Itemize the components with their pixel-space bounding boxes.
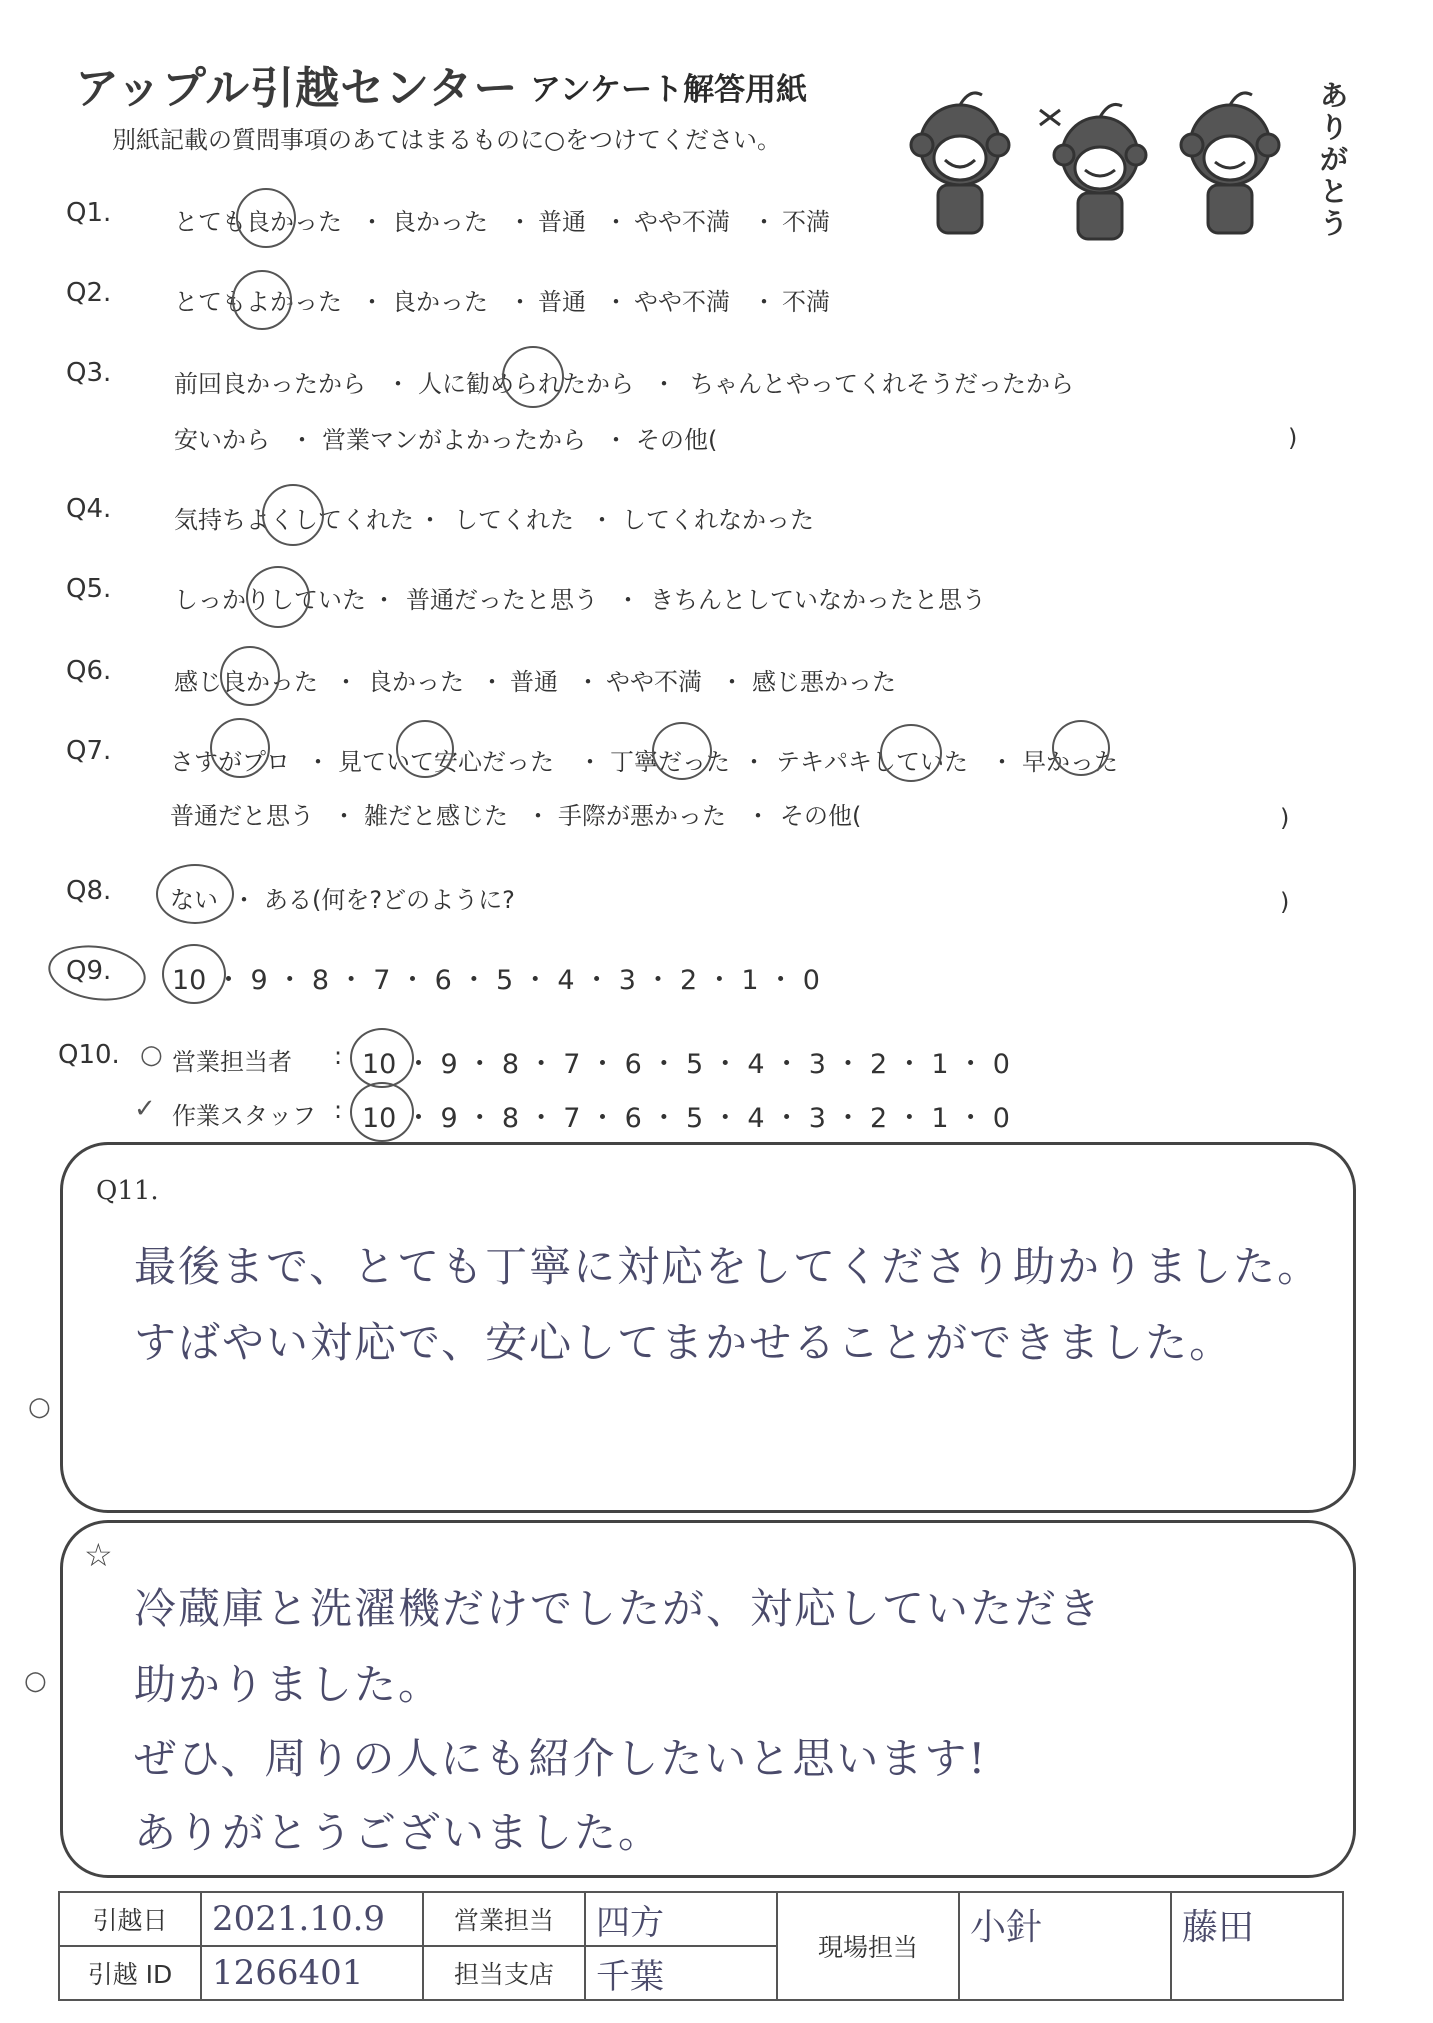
q9-separator: ・ <box>451 965 496 996</box>
q8-option-some[interactable]: ある(何を?どのように? <box>264 886 515 914</box>
q9-separator: ・ <box>513 965 558 996</box>
q9-value-7[interactable]: 7 <box>373 965 391 996</box>
q10-row2-value-6[interactable]: 6 <box>624 1103 642 1134</box>
q2-option-4[interactable]: やや不満 <box>634 288 730 316</box>
q7-option-7[interactable]: 雑だと感じた <box>364 802 508 830</box>
q10-row2-separator: ・ <box>703 1103 748 1134</box>
q10-row1-separator: ・ <box>580 1049 625 1080</box>
star-icon: ☆ <box>84 1536 113 1574</box>
q10-row2-value-4[interactable]: 4 <box>747 1103 765 1134</box>
q7-option-2[interactable]: 見ていて安心だった <box>338 748 554 776</box>
q9-value-9[interactable]: 9 <box>250 965 268 996</box>
q10-row1-value-8[interactable]: 8 <box>501 1049 520 1080</box>
q8-answer-circle <box>156 864 234 924</box>
q4-option-1[interactable]: 気持ちよくしてくれた <box>174 506 414 534</box>
q10-row2-value-3[interactable]: 3 <box>808 1103 826 1134</box>
q7-label: Q7. <box>66 736 112 766</box>
thanks-vertical-text: ありがとう <box>1320 79 1349 240</box>
field-staff-label: 現場担当 <box>777 1892 959 2000</box>
q10-row2-separator: ・ <box>519 1103 564 1134</box>
q7-circle-2 <box>396 720 454 778</box>
q7-option-6[interactable]: 普通だと思う <box>170 802 314 830</box>
q10-row1-value-2[interactable]: 2 <box>870 1049 888 1080</box>
star-comment-line-4: ありがとうございました。 <box>134 1808 663 1857</box>
q10-row1-value-7[interactable]: 7 <box>563 1049 581 1080</box>
q9-separator: ・ <box>206 965 251 996</box>
q9-label-circle <box>45 939 150 1006</box>
form-subtitle: アンケート解答用紙 <box>530 72 808 108</box>
q4-answer-circle <box>262 484 324 546</box>
q10-row2-separator: ・ <box>641 1103 686 1134</box>
q9-value-5[interactable]: 5 <box>495 965 514 996</box>
q4-option-3[interactable]: してくれなかった <box>622 506 814 534</box>
q1-option-1[interactable]: とても良かった <box>174 208 342 236</box>
q9-value-0[interactable]: 0 <box>802 965 820 996</box>
q2-option-3[interactable]: 普通 <box>538 288 586 316</box>
sales-value: 四方 <box>585 1892 777 1946</box>
q9-separator: ・ <box>697 965 742 996</box>
q1-option-2[interactable]: 良かった <box>392 208 488 236</box>
q11-comment-line-2: すばやい対応で、安心してまかせることができました。 <box>134 1318 1234 1367</box>
q9-label: Q9. <box>66 956 112 986</box>
q8-close: ) <box>1280 888 1290 916</box>
q10-row1-value-5[interactable]: 5 <box>685 1049 704 1080</box>
q10-row2-separator: ・ <box>948 1103 993 1134</box>
q7-option-other[interactable]: その他( <box>780 802 862 830</box>
q7-circle-5 <box>1052 720 1110 776</box>
q9-scale[interactable] <box>172 958 820 997</box>
q10-row1-separator: ・ <box>948 1049 993 1080</box>
q10-row1-separator: ・ <box>825 1049 871 1080</box>
q9-value-2[interactable]: 2 <box>680 965 698 996</box>
q9-separator: ・ <box>329 965 374 996</box>
q9-value-3[interactable]: 3 <box>618 965 636 996</box>
q10-row1-separator: ・ <box>519 1049 564 1080</box>
q1-option-4[interactable]: やや不満 <box>634 208 730 236</box>
q10-row1-circle <box>350 1028 414 1088</box>
q10-row2-value-10[interactable]: 10 <box>362 1103 397 1134</box>
star-comment-line-2: 助かりました。 <box>134 1660 443 1709</box>
q11-comment-line-1: 最後まで、とても丁寧に対応をしてくださり助かりました。 <box>134 1242 1322 1291</box>
field-staff-1: 小針 <box>959 1892 1171 2000</box>
q1-answer-circle <box>236 188 296 248</box>
q10-row1-value-3[interactable]: 3 <box>808 1049 826 1080</box>
q3-answer-circle <box>502 346 564 408</box>
q6-label: Q6. <box>66 656 112 686</box>
move-id-value: 1266401 <box>201 1946 423 2000</box>
q10-row1-separator: ・ <box>764 1049 809 1080</box>
q11-label: Q11. <box>96 1176 159 1206</box>
q5-option-1[interactable]: しっかりしていた <box>174 586 366 614</box>
q10-row1-value-6[interactable]: 6 <box>624 1049 642 1080</box>
move-id-label: 引越 ID <box>59 1946 201 2000</box>
q6-option-1[interactable]: 感じ良かった <box>174 668 318 696</box>
q7-other-close: ) <box>1280 804 1290 832</box>
q10-row2-separator: ・ <box>887 1103 932 1134</box>
q5-option-2[interactable]: 普通だったと思う <box>406 586 598 614</box>
monkey-mascots-illustration <box>900 70 1340 250</box>
q7-circle-4 <box>880 724 942 782</box>
q5-answer-circle <box>246 566 310 628</box>
q9-separator: ・ <box>267 965 312 996</box>
q10-row1-value-9[interactable]: 9 <box>440 1049 458 1080</box>
q10-row2-separator: ・ <box>396 1103 441 1134</box>
star-comment-line-3: ぜひ、周りの人にも紹介したいと思います! <box>134 1734 988 1783</box>
q9-separator: ・ <box>574 965 619 996</box>
q9-value-6[interactable]: 6 <box>434 965 452 996</box>
q3-option-4[interactable]: 安いから <box>174 426 270 454</box>
q10-row1-value-10[interactable]: 10 <box>362 1049 397 1080</box>
instruction-text: 別紙記載の質問事項のあてはまるものに○をつけてください。 <box>112 126 781 154</box>
sales-label: 営業担当 <box>423 1892 585 1946</box>
q7-option-5[interactable]: 早かった <box>1022 748 1118 776</box>
q7-option-4[interactable]: テキパキしていた <box>776 748 968 776</box>
q9-separator: ・ <box>758 965 803 996</box>
q4-label: Q4. <box>66 494 112 524</box>
q10-row2-value-9[interactable]: 9 <box>440 1103 458 1134</box>
q1-label: Q1. <box>66 198 112 228</box>
q10-row2-separator: ・ <box>825 1103 871 1134</box>
q10-row2-value-2[interactable]: 2 <box>870 1103 888 1134</box>
q3-label: Q3. <box>66 358 112 388</box>
q8-option-none[interactable]: ない <box>170 886 218 914</box>
q10-row1-separator: ・ <box>396 1049 441 1080</box>
q2-option-2[interactable]: 良かった <box>392 288 488 316</box>
q10-row2-separator: ・ <box>457 1103 502 1134</box>
company-title: アップル引越センター <box>75 63 519 114</box>
q3-option-3[interactable]: ちゃんとやってくれそうだったから <box>690 370 1074 398</box>
q3-other-close: ) <box>1288 424 1298 452</box>
q1-option-3[interactable]: 普通 <box>538 208 586 236</box>
q10-row1-separator: ・ <box>457 1049 502 1080</box>
q2-option-5[interactable]: 不満 <box>782 288 830 316</box>
q3-option-1[interactable]: 前回良かったから <box>174 370 366 398</box>
q7-option-3[interactable]: 丁寧だった <box>610 748 730 776</box>
q2-label: Q2. <box>66 278 112 308</box>
q7-option-1[interactable]: さすがプロ <box>170 748 290 776</box>
q6-option-2[interactable]: 良かった <box>368 668 464 696</box>
q2-option-1[interactable]: とてもよかった <box>174 288 342 316</box>
q3-option-2[interactable]: 人に勧められたから <box>418 370 634 398</box>
star-margin-mark: ○ <box>24 1666 47 1696</box>
branch-label: 担当支店 <box>423 1946 585 2000</box>
q9-separator: ・ <box>635 965 681 996</box>
q3-option-other[interactable]: その他( <box>636 426 718 454</box>
field-staff-2: 藤田 <box>1171 1892 1343 2000</box>
q10-label: Q10. <box>58 1040 120 1070</box>
q10-row2-circle <box>350 1082 414 1142</box>
q10-row1-separator: ・ <box>641 1049 686 1080</box>
q10-row2-value-0[interactable]: 0 <box>992 1103 1010 1134</box>
q10-row1-scale[interactable] <box>362 1042 1010 1081</box>
q1-option-5[interactable]: 不満 <box>782 208 830 236</box>
q6-answer-circle <box>220 646 280 706</box>
q5-option-3[interactable]: きちんとしていなかったと思う <box>650 586 986 614</box>
q7-option-8[interactable]: 手際が悪かった <box>558 802 726 830</box>
q10-row2-separator: ・ <box>580 1103 625 1134</box>
q10-row1-value-0[interactable]: 0 <box>992 1049 1010 1080</box>
q10-row2-value-5[interactable]: 5 <box>685 1103 704 1134</box>
q9-value-4[interactable]: 4 <box>557 965 575 996</box>
star-comment-line-1: 冷蔵庫と洗濯機だけでしたが、対応していただき <box>134 1584 1103 1633</box>
q9-value-8[interactable]: 8 <box>311 965 330 996</box>
info-table <box>58 1891 1344 2001</box>
q10-row2-value-7[interactable]: 7 <box>563 1103 581 1134</box>
q10-row1-value-4[interactable]: 4 <box>747 1049 765 1080</box>
q9-value-10[interactable]: 10 <box>172 965 207 996</box>
q9-answer-circle <box>162 944 226 1004</box>
q6-option-3[interactable]: 普通 <box>510 668 558 696</box>
q5-label: Q5. <box>66 574 112 604</box>
move-date-value: 2021.10.9 <box>201 1892 423 1946</box>
q2-answer-circle <box>232 270 292 330</box>
q7-circle-1 <box>210 718 270 778</box>
q10-row2-value-1[interactable]: 1 <box>931 1103 949 1134</box>
q10-row1-value-1[interactable]: 1 <box>931 1049 949 1080</box>
q10-row2-value-8[interactable]: 8 <box>501 1103 520 1134</box>
q6-option-4[interactable]: やや不満 <box>606 668 702 696</box>
q7-circle-3 <box>652 722 712 780</box>
q9-separator: ・ <box>390 965 435 996</box>
q6-option-5[interactable]: 感じ悪かった <box>752 668 896 696</box>
q10-row1-mark: ○ <box>140 1040 163 1070</box>
q10-row2-name: 作業スタッフ <box>172 1102 316 1130</box>
q10-row1-name: 営業担当者 <box>172 1048 292 1076</box>
q3-option-5[interactable]: 営業マンがよかったから <box>322 426 586 454</box>
q10-row1-separator: ・ <box>703 1049 748 1080</box>
branch-value: 千葉 <box>585 1946 777 2000</box>
q8-label: Q8. <box>66 876 112 906</box>
q10-row2-separator: ・ <box>764 1103 809 1134</box>
move-date-label: 引越日 <box>59 1892 201 1946</box>
q10-row2-mark: ✓ <box>134 1094 156 1124</box>
q11-margin-mark: ○ <box>28 1392 51 1422</box>
q9-value-1[interactable]: 1 <box>741 965 759 996</box>
q10-row2-scale[interactable] <box>362 1096 1010 1135</box>
q4-option-2[interactable]: してくれた <box>454 506 574 534</box>
q10-row1-separator: ・ <box>887 1049 932 1080</box>
